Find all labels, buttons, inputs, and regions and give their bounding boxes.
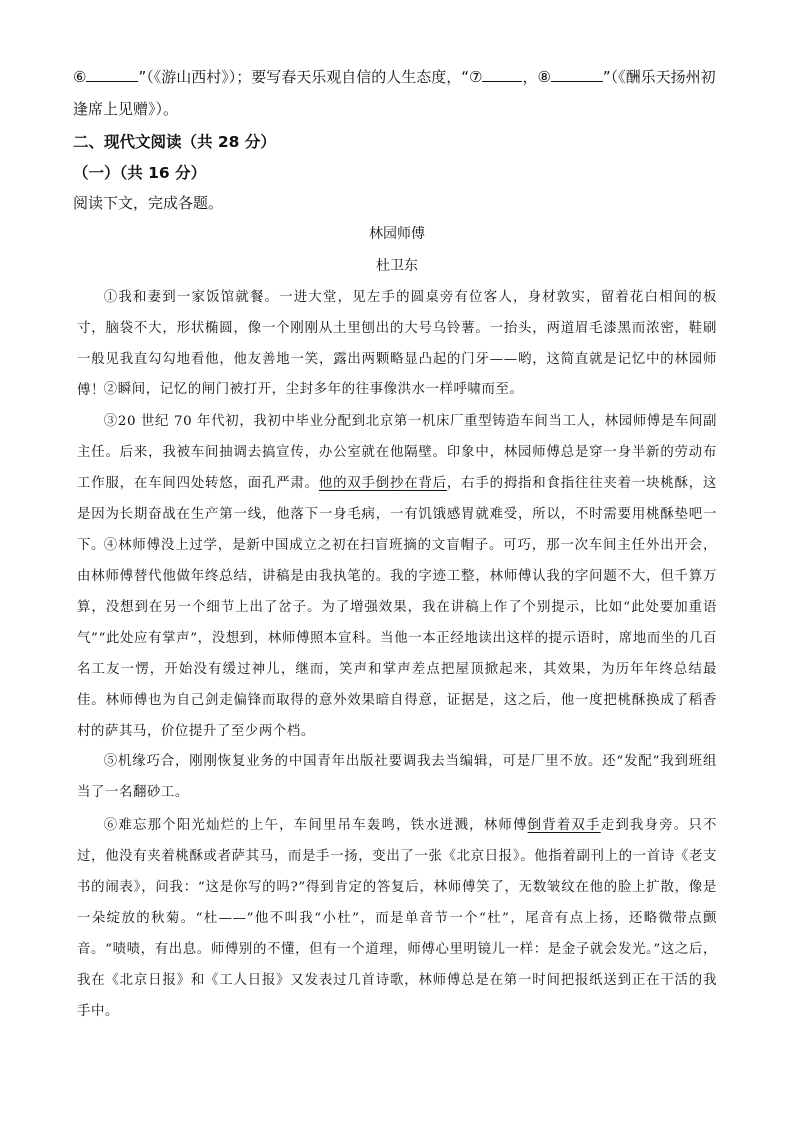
answer-blank-6[interactable] (86, 67, 138, 82)
underlined-phrase: 倒背着双手 (527, 818, 601, 833)
fill-text: ”（《酬乐天扬州初 (602, 68, 716, 86)
section-heading: 二、现代文阅读（共 28 分） (73, 133, 276, 151)
answer-blank-7[interactable] (482, 67, 522, 82)
fill-in-line-continued: 逢席上见赠》）。 (73, 100, 179, 118)
paragraph-1: ①我和妻到一家饭馆就餐。一进大堂，见左手的圆桌旁有位客人，身材敦实，留着花白相间的板寸，脑袋不大，形状椭圆，像一个刚刚从土里刨出的大号乌铃薯。一抬头，两道眉毛漆黑而浓密，鞋刷一般见我直勾勾地看他，他友善地一笑，露出两颗略显凸起的门牙——哟，这简直就是记忆中的林园师傅！ (77, 290, 717, 398)
answer-blank-8[interactable] (551, 67, 603, 82)
paragraph-6: ⑥难忘那个阳光灿烂的上午，车间里吊车轰鸣，铁水迸溅，林师傅倒背着双手走到我身旁。只不过，他没有夹着桃酥或者萨其马，而是手一扬，变出了一张《北京日报》。他指着副刊上的一首诗《老支书的闹表》，问我：“这是你写的吗?”得到肯定的答复后，林师傅笑了，无数皱纹在他的脸上扩散，像是一朵绽放的秋菊。“杜——”他不叫我“小杜”，而是单音节一个“杜”，尾音有点上扬，还略微带点颤音。“啧啧，有出息。师傅别的不懂，但有一个道理，师傅心里明镜儿一样：是金子就会发光。”这之后，我在《北京日报》和《工人日报》又发表过几首诗歌，林师傅总是在第一时间把报纸送到正在干活的我手中。 (77, 818, 717, 1019)
fill-text: ”（《游山西村》）；要写春天乐观自信的人生态度，“⑦ (138, 68, 483, 86)
underlined-phrase: 他的双手倒抄在背后 (318, 476, 447, 491)
paragraph-4: ④林师傅没上过学，是新中国成立之初在扫盲班摘的文盲帽子。可巧，那一次车间主任外出开会，由林师傅替代他做年终总结，讲稿是由我执笔的。我的字迹工整，林师傅认我的字问题不大，但千算万算，没想到在另一个细节上出了岔子。为了增强效果，我在讲稿上作了个别提示，比如“此处要加重语气”“此处应有掌声”，没想到，林师傅照本宣科。当他一本正经地读出这样的提示语时，席地而坐的几百名工友一愣，开始没有缓过神儿，继而，笑声和掌声差点把屋顶掀起来，其效果，为历年年终总结最佳。林师傅也为自己剑走偏锋而取得的意外效果暗自得意，证据是，这之后，他一度把桃酥换成了稻香村的萨其马，价位提升了至少两个档。 (77, 538, 717, 739)
instruction-text: 阅读下文，完成各题。 (73, 194, 224, 212)
fill-in-line (73, 66, 716, 87)
fill-text: ，⑧ (522, 68, 551, 86)
article-title: 林园师傅 (369, 226, 425, 242)
paragraph-5: ⑤机缘巧合，刚刚恢复业务的中国青年出版社要调我去当编辑，可是厂里不放。还“发配”我到班组当了一名翻砂工。 (77, 754, 717, 800)
article-author: 杜卫东 (376, 258, 418, 274)
blank-number-6: ⑥ (73, 68, 87, 86)
paragraph-2: ②瞬间，记忆的闸门被打开，尘封多年的往事像洪水一样呼啸而至。 (103, 382, 524, 397)
sub-section-heading: （一）（共 16 分） (73, 164, 207, 182)
paragraph-3: ③20 世纪 70 年代初，我初中毕业分配到北京第一机床厂重型铸造车间当工人，林园师傅是车间副主任。后来，我被车间抽调去搞宣传，办公室就在他隔壁。印象中，林园师傅总是穿一身半新的劳动布工作服，在车间四处转悠，面孔严肃。他的双手倒抄在背后，右手的拇指和食指往往夹着一块桃酥，这是因为长期奋战在生产第一线，他落下一身毛病，一有饥饿感胃就难受，所以，不时需要用桃酥垫吧一下。 (77, 414, 717, 553)
